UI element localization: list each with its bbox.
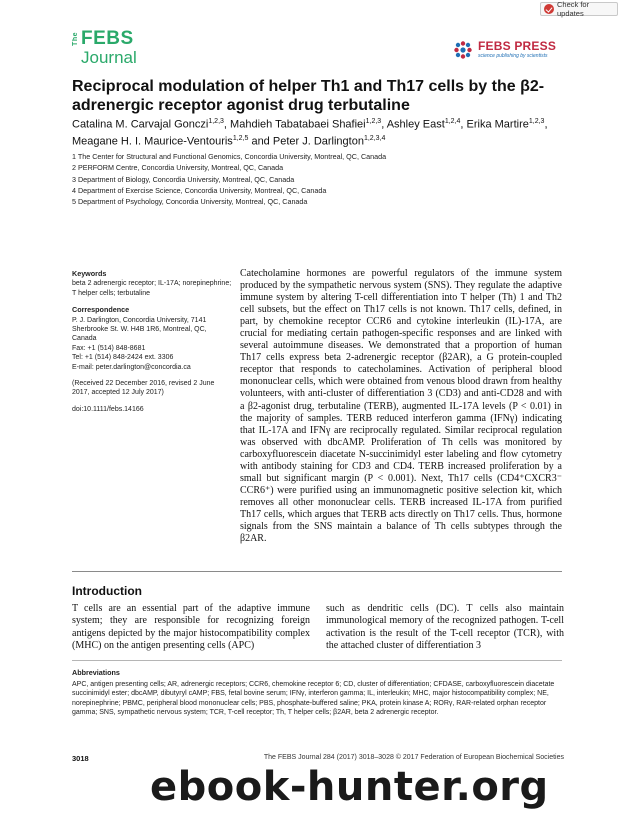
introduction-column-right: such as dendritic cells (DC). T cells also maintain immunological memory of the recognized pathogen. T-cell activation is the result of the T-cell receptor (TCR), with the attached cluster of differentiation 3 xyxy=(326,603,564,652)
press-name: FEBS PRESS xyxy=(478,39,557,53)
febs-press-logo xyxy=(452,37,562,63)
author-list xyxy=(72,115,572,148)
author-separator: , xyxy=(460,118,467,131)
abstract-text: Catecholamine hormones are powerful regulators of the immune system produced by the sympathetic nervous system (SNS). They regulate the adaptive immune system by altering T-cell differentiation into T helper (Th) 1 and Th2 cell subsets, but the effect on Th17 cells is not known. Th17 cells, defined, in part, by chemokine receptor CCR6 and cytokine interleukin (IL)-17A, are crucial for mediating certain pathogen-specific responses and are linked with several autoimmune diseases. We demonstrated that a proportion of human Th17 cells express beta 2-adrenergic receptor (β2AR), a G protein-coupled receptor that responds to catecholamines. Activation of peripheral blood mononuclear cells, which were obtained from venous blood drawn from healthy volunteers, with anti-cluster of differentiation 3 (CD3) and anti-CD28 and with a β2-agonist drug, terbutaline (TERB), augmented IL-17A levels (P < 0.01) in the majority of samples. TERB reduced interferon gamma (IFNγ) indicating that IL-17A and IFNγ are reciprocally regulated. Similar reciprocal regulation was observed with dbcAMP. Proliferation of Th cells was monitored by carboxyfluorescein diacetate N-succinimidyl ester labeling and flow cytometry with antibody staining for CD3 and CD4. TERB increased proliferation by a small but significant margin (P < 0.001). Next, Th17 cells (CD4⁺CXCR3⁻ CCR6⁺) were purified using an immunomagnetic positive selection kit, which removes all other mononuclear cells. TERB increased IL-17A from purified Th17 cells, which argues that TERB acts directly on Th17 cells. Thus, hormone signals from the SNS maintain a balance of Th cells subtypes through the β2AR. xyxy=(240,268,562,545)
check-for-updates-label: Check for updates xyxy=(557,0,590,18)
author-separator: and xyxy=(248,135,273,148)
check-for-updates-button[interactable] xyxy=(540,2,618,16)
author-separator: , xyxy=(381,118,387,131)
febs-press-mark-icon xyxy=(452,39,474,61)
affiliation-item: 5 Department of Psychology, Concordia University, Montreal, QC, Canada xyxy=(72,197,308,207)
doi-link[interactable]: doi:10.1111/febs.14166 xyxy=(72,405,144,413)
affiliation-item: 3 Department of Biology, Concordia University, Montreal, QC, Canada xyxy=(72,174,295,184)
correspondence-address: P. J. Darlington, Concordia University, 7141 Sherbrooke St. W. H4B 1R6, Montreal, QC, Canada xyxy=(72,316,207,343)
author-separator: , xyxy=(223,118,231,131)
keywords-block xyxy=(72,269,232,298)
affiliation-list xyxy=(72,151,386,207)
footer-journal-citation: The FEBS Journal 284 (2017) 3018–3028 © 2017 Federation of European Biochemical Societies xyxy=(263,754,564,761)
author-affiliation-marker: 1,2,3 xyxy=(528,118,545,125)
watermark-text: ebook-hunter.org xyxy=(150,764,549,810)
author-name: Meagane H. I. Maurice-Ventouris xyxy=(72,135,233,148)
correspondence-email[interactable]: E-mail: peter.darlington@concordia.ca xyxy=(72,363,191,371)
abbreviations-block xyxy=(72,668,564,718)
press-tagline: science publishing by scientists xyxy=(478,53,548,59)
abbreviations-text: APC, antigen presenting cells; AR, adrenergic receptors; CCR6, chemokine receptor 6; CD, cluster of differentiation; CFDASE, carboxyfluorescein diacetate succinimidyl ester; dbcAMP, dibutyryl cAMP; FBS, fetal bovine serum; IFNγ, interferon gamma; IL, interleukin; MHC, major histocompatibility complex; NE, norepinephrine; PBMC, peripheral blood mononuclear cells; PBS, phosphate-buffered saline; PKA, protein kinase A; RORγ, RAR-related orphan receptor gamma; SNS, sympathetic nervous system; TCR, T-cell receptor; Th, T helper cells; β2AR, beta 2 adrenergic receptor. xyxy=(72,680,555,717)
author-affiliation-marker: 1,2,3,4 xyxy=(363,134,386,142)
affiliation-item: 1 The Center for Structural and Functional Genomics, Concordia University, Montreal, QC, Canada xyxy=(72,152,387,161)
author-name: Peter J. Darlington xyxy=(272,135,364,148)
correspondence-fax: Fax: +1 (514) 848-8681 xyxy=(72,344,146,352)
affiliation-item: 2 PERFORM Centre, Concordia University, Montreal, QC, Canada xyxy=(72,163,284,173)
author-affiliation-marker: 1,2,3 xyxy=(208,118,224,125)
author-affiliation-marker: 1,2,4 xyxy=(444,118,461,125)
article-meta-sidebar xyxy=(72,269,232,421)
dates-block: (Received 22 December 2016, revised 2 June 2017, accepted 12 July 2017) xyxy=(72,380,215,397)
page-number: 3018 xyxy=(72,754,89,763)
affiliation-item: 4 Department of Exercise Science, Concordia University, Montreal, QC, Canada xyxy=(72,185,327,195)
author-name: Catalina M. Carvajal Gonczi xyxy=(72,118,209,131)
journal-logo-febs: FEBS xyxy=(81,28,134,49)
introduction-heading: Introduction xyxy=(72,584,142,598)
author-name: Erika Martire xyxy=(466,118,529,131)
author-separator: , xyxy=(544,118,548,131)
journal-logo-the: The xyxy=(72,32,79,46)
keywords-text: beta 2 adrenergic receptor; IL-17A; norepinephrine; T helper cells; terbutaline xyxy=(72,280,232,297)
correspondence-block xyxy=(72,305,232,372)
abbreviations-divider xyxy=(72,660,562,661)
abbreviations-heading: Abbreviations xyxy=(72,668,120,677)
introduction-column-left: T cells are an essential part of the adaptive immune system; they are responsible for recognizing foreign antigens depicted by the major histocompatibility complex (MHC) on the antigen presenting cells (APC) xyxy=(72,603,310,652)
author-affiliation-marker: 1,2,3 xyxy=(365,118,382,125)
journal-logo-journal: Journal xyxy=(81,48,137,67)
author-name: Ashley East xyxy=(386,118,445,131)
section-divider xyxy=(72,571,562,572)
correspondence-tel: Tel: +1 (514) 848-2424 ext. 3306 xyxy=(72,354,174,362)
author-affiliation-marker: 1,2,5 xyxy=(232,134,249,142)
keywords-heading: Keywords xyxy=(72,269,107,278)
author-name: Mahdieh Tabatabaei Shafiei xyxy=(230,118,366,131)
correspondence-heading: Correspondence xyxy=(72,305,130,315)
check-updates-icon xyxy=(544,4,554,14)
article-title: Reciprocal modulation of helper Th1 and Th17 cells by the β2-adrenergic receptor agonist drug terbutaline xyxy=(72,78,545,114)
febs-journal-logo xyxy=(72,28,152,70)
